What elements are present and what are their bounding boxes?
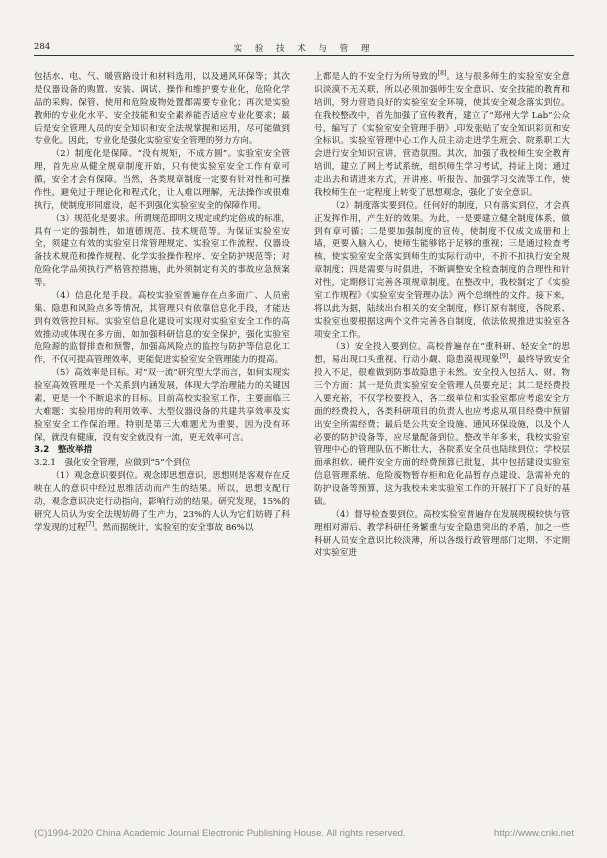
paragraph: （1）观念意识要到位。观念即思想意识，思想则是客观存在反映在人的意识中经过思维活动而产生的结果。所以，思想支配行动，观念意识决定行动指向，影响行动的结果。研究发现，15%的研究人员认为安全法规妨碍了生产力，23%的人认为它们妨碍了科学发现的过程[7]。然而据统计，实验室的安全事故 86%以 (34, 471, 290, 533)
citation-ref: [8] (437, 70, 447, 78)
right-column (314, 71, 570, 560)
paragraph: （3）规范化是要求。所谓规范即明文规定或约定俗成的标准，具有一定的强制性，如道德规范、技术规范等。为保证实验室安全，须建立有效的实验室日常管理规定、实验室工作流程、仪器设备技术规范和操作规程、化学实验操作程序、安全防护规范等；对危险化学品须执行严格管控措施，此外须制定有关的事故应急预案等。 (34, 213, 290, 288)
paragraph: （2）制度化是保障。“没有规矩，不成方圆”。实验室安全管理，首先应从健全规章制度开始，只有使实验室安全工作有章可循，安全才会有保障。当然，各类规章制度一定要有针对性和可操作性，避免过于理论化和程式化，让人难以理解，无法操作或很难执行，使制度形同虚设，起不到强化实验室安全的保障作用。 (34, 149, 290, 211)
header-rule (34, 55, 574, 56)
paragraph-continued: 包括水、电、气、暖管路设计和材料选用，以及通风环保等；其次是仪器设备的购置、安装、调试、操作和维护要专业化，危险化学品的采购、保管、使用和危险废物处置都需要专业化；再次是实验教师的专业化水平、安全技能和安全素养能否适应专业化要求；最后是安全管理人员的安全知识和安全法规掌握和运用，尽可能做到专业化。因此，专业化是强化实验室安全管理的努力方向。 (34, 72, 290, 147)
journal-title: 实 验 技 术 与 管 理 (233, 44, 375, 54)
paragraph-continued: 上都是人的不安全行为所导致的[8]。这与很多师生的实验室安全意识淡漠不无关联，所以必须加强师生安全意识、安全技能的教育和培训，努力营造良好的实验室安全环境，使其安全观念落实到位。在我校整改中，首先加强了宣传教育，建立了“郑州大学 Lab”公众号，编写了《实验室安全管理手册》,印发张贴了安全知识彩页和安全标识。实验室管理中心工作人员主动走进学生班会、院系职工大会进行安全知识宣讲，营造氛围。其次，加强了我校师生安全教育培训，建立了网上考试系统，组织师生学习考试，持证上岗；通过走出去和请进来方式，开讲座、听报告、加强学习交流等工作，使我校师生在一定程度上转变了思想观念，强化了安全意识。 (314, 70, 570, 198)
citation-ref: [9] (499, 353, 509, 361)
left-column (34, 71, 290, 535)
citation-ref: [7] (85, 520, 95, 528)
page-footer (34, 828, 574, 839)
page-header (34, 38, 574, 56)
paragraph: （5）高效率是目标。对“双一流”研究型大学而言，如何实现实验室高效管理是一个关系到内涵发展，体现大学治理能力的关键因素，更是一个不断追求的目标。目前高校实验室工作，主要面临三大难题：实验用房的利用效率、大型仪器设备的共建共享效率及实验室安全工作保治理。特别是第三大难题尤为重要，因为没有环保，就没有健康，没有安全就没有一流，更无效率可言。 (34, 368, 290, 443)
section-heading: 3.2 整改举措 (34, 445, 93, 456)
page-number: 284 (34, 42, 51, 52)
footer-url[interactable]: http://www.cnki.net (494, 828, 574, 839)
paragraph: （3）安全投入要到位。高校普遍存在“重科研、轻安全”的思想，易出现口头重视、行动小觑、隐患漠视现象[9]，最终导致安全投入不足，很难做到防事故隐患于未然。安全投入包括人、财、物三个方面：其一是负责实验室安全管理人员要充足；其二是经费投入要充裕，不仅学校要投入，各二级单位和实验室都应考虑安全方面的经费投入，各类科研项目的负责人也应考虑从项目经费中预留出安全所需经费；最后是公共安全设施、通风环保设施，以及个人必要的防护设备等，应尽量配备到位。整改半年多来，我校实验室管理中心的管理队伍不断壮大，各院系安全员也陆续到位；学校层面承担软、硬件安全方面的经费预算已批复，其中包括建设实验室信息管理系统、危险废物暂存柜和危化品暂存点建设、急需补充的防护设备等预算，这为我校未来实验室工作的开展打下了良好的基础。 (314, 342, 570, 507)
subsection-heading: 3.2.1 强化安全管理，应做到“5”个到位 (34, 458, 191, 469)
copyright-notice: (C)1994-2020 China Academic Journal Electronic Publishing House. All rights reserved. (34, 828, 406, 839)
paragraph: （2）制度落实要到位。任何好的制度，只有落实到位，才会真正发挥作用，产生好的效果。为此，一是要建立健全制度体系，做到有章可循；二是要加强制度的宣传，使制度不仅成文成册和上墙，更要入脑入心，使师生能够铭于足够的重视；三是通过检查考核，使实验室安全落实到师生的实际行动中，不折不扣执行安全规章制度；四是需要与时俱进，不断调整安全检查制度的合理性和针对性，定期修订完善各项规章制度。在整改中，我校制定了《实验室工作规程》《实验室安全管理办法》两个总纲性的文件。接下来，将以此为据，陆续出台相关的安全制度，修订原有制度，各院系、实验室也要根据这两个文件完善各自制度，依法依规推进实验室各项安全工作。 (314, 200, 570, 340)
paragraph: （4）信息化是手段。高校实验室普遍存在点多面广、人员密集、隐患和风险点多等情况，其管理只有依靠信息化手段，才能达到有效管控目标。实验室信息化建设可实现对实验室安全工作的高效推动或体现在多方面，如加强科研信息的安全保护，强化实验室危险源的监督排查和预警，加强高风险点的监控与防护等信息化工作，不仅可提高管理效率，更能促进实验室安全管理能力的提高。 (34, 290, 290, 366)
paragraph: （4）督导检查要到位。高校实验室普遍存在发展规模较快与管理相对滞后、教学科研任务繁重与安全隐患突出的矛盾，加之一些科研人员安全意识比较淡薄，所以各级行政管理部门定期、不定期对实验室进 (314, 509, 570, 559)
